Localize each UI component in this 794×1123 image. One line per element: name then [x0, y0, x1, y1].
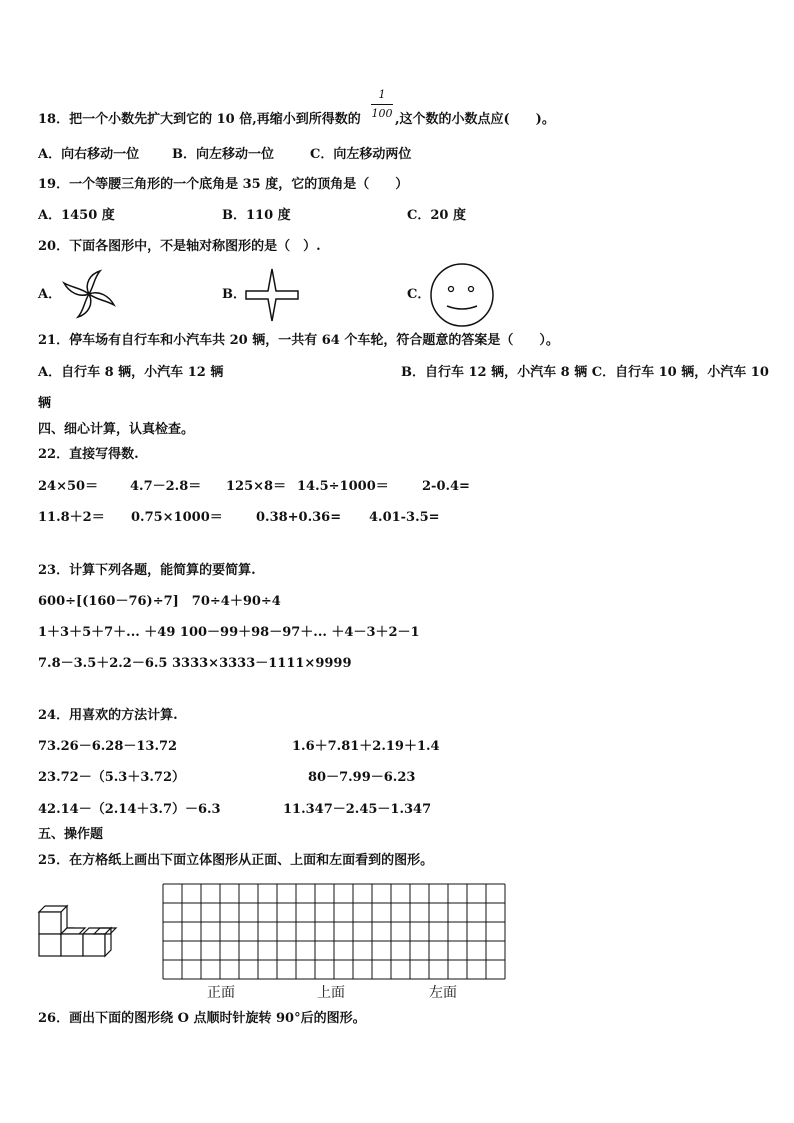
q18-option-a: A．向右移动一位	[38, 147, 140, 162]
q24-title: 24．用喜欢的方法计算.	[38, 708, 178, 723]
pinwheel-icon	[60, 268, 118, 320]
q24-right-item: 11.347－2.45－1.347	[283, 802, 432, 817]
q18-option-b: B．向左移动一位	[172, 147, 274, 162]
q22-item: 24×50＝	[38, 479, 99, 494]
q24-left-item: 42.14－（2.14＋3.7）－6.3	[38, 802, 221, 817]
q19-option-b: B．110 度	[222, 208, 291, 223]
q23-title: 23．计算下列各题，能简算的要简算.	[38, 563, 256, 578]
q20-option-c-label: C．	[407, 287, 431, 302]
q24-left-item: 73.26－6.28－13.72	[38, 739, 178, 754]
q20-option-a-label: A．	[38, 287, 62, 302]
q20-option-b-label: B．	[222, 287, 246, 302]
q18-text-before: 18．把一个小数先扩大到它的 10 倍,再缩小到所得数的	[38, 112, 361, 127]
q25-question: 25．在方格纸上画出下面立体图形从正面、上面和左面看到的图形。	[38, 853, 434, 868]
q20-question: 20．下面各图形中，不是轴对称图形的是（ ）.	[38, 239, 321, 254]
q22-item: 4.01-3.5=	[369, 510, 440, 525]
grid-caption-left: 左面	[429, 985, 457, 1001]
q22-item: 14.5÷1000＝	[297, 479, 389, 494]
smiley-face-icon	[429, 262, 495, 328]
q22-item: 0.38+0.36=	[256, 510, 342, 525]
grid-caption-top: 上面	[317, 985, 345, 1001]
q23-line: 7.8－3.5＋2.2－6.5 3333×3333－1111×9999	[38, 656, 352, 671]
section-4-heading: 四、细心计算，认真检查。	[38, 422, 195, 437]
q18-text-after: ,这个数的小数点应( )。	[395, 112, 555, 127]
fraction-denominator: 100	[371, 107, 393, 120]
q21-option-c-wrap: 辆	[38, 396, 52, 411]
q21-option-bc: B．自行车 12 辆，小汽车 8 辆 C．自行车 10 辆，小汽车 10	[401, 365, 769, 380]
q19-question: 19．一个等腰三角形的一个底角是 35 度，它的顶角是（ ）	[38, 177, 409, 192]
q23-line: 1＋3＋5＋7＋... ＋49 100－99＋98－97＋... ＋4－3＋2－1	[38, 625, 420, 640]
section-5-heading: 五、操作题	[38, 827, 104, 842]
q24-right-item: 1.6＋7.81＋2.19＋1.4	[292, 739, 440, 754]
q19-option-c: C．20 度	[407, 208, 466, 223]
q23-line: 600÷[(160－76)÷7] 70÷4＋90÷4	[38, 594, 281, 609]
grid-caption-front: 正面	[207, 985, 235, 1001]
q22-item: 4.7－2.8＝	[130, 479, 202, 494]
q22-item: 125×8＝	[226, 479, 287, 494]
q24-right-item: 80－7.99－6.23	[308, 770, 416, 785]
q21-question: 21．停车场有自行车和小汽车共 20 辆，一共有 64 个车轮，符合题意的答案是（ ）。	[38, 333, 559, 348]
cross-star-icon	[243, 266, 301, 324]
q18-option-c: C．向左移动两位	[310, 147, 412, 162]
q21-option-a: A．自行车 8 辆，小汽车 12 辆	[38, 365, 224, 380]
q19-option-a: A．1450 度	[38, 208, 115, 223]
q24-left-item: 23.72－（5.3＋3.72）	[38, 770, 185, 785]
q22-title: 22．直接写得数.	[38, 447, 139, 462]
q26-question: 26．画出下面的图形绕 O 点顺时针旋转 90°后的图形。	[38, 1011, 366, 1026]
fraction-bar	[371, 104, 393, 105]
q22-item: 0.75×1000＝	[131, 510, 223, 525]
fraction-numerator: 1	[378, 88, 386, 101]
q22-item: 2-0.4=	[422, 479, 470, 494]
q22-item: 11.8＋2＝	[38, 510, 105, 525]
square-grid-paper[interactable]	[162, 883, 508, 981]
cube-stack-figure	[36, 904, 120, 958]
